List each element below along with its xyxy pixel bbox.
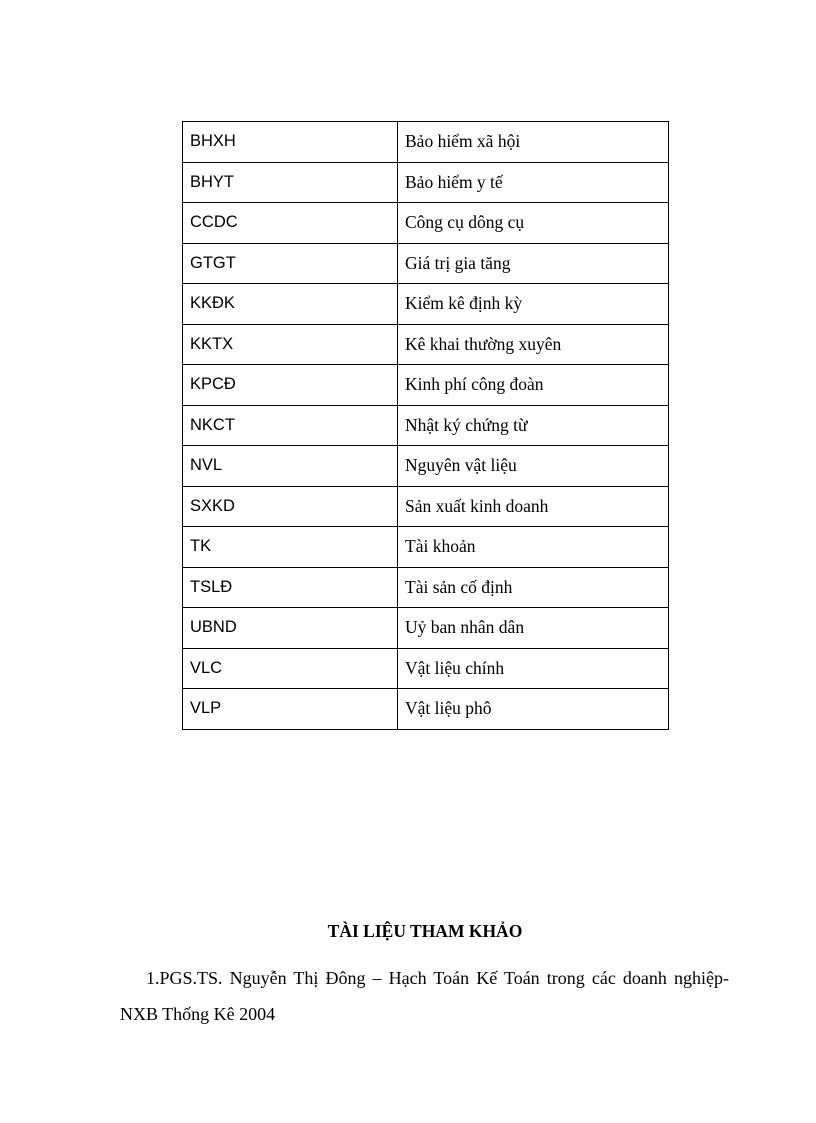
- abbreviation-code: BHYT: [183, 162, 398, 203]
- abbreviation-code: UBND: [183, 608, 398, 649]
- abbreviation-meaning: Nhật ký chứng từ: [398, 405, 669, 446]
- abbreviation-code: KKĐK: [183, 284, 398, 325]
- abbreviation-row: [183, 486, 669, 527]
- abbreviation-row: [183, 284, 669, 325]
- abbreviation-meaning: Uỷ ban nhân dân: [398, 608, 669, 649]
- abbreviation-code: VLC: [183, 648, 398, 689]
- abbreviation-meaning: Bảo hiểm y tế: [398, 162, 669, 203]
- abbreviation-meaning: Nguyên vật liệu: [398, 446, 669, 487]
- abbreviation-code: GTGT: [183, 243, 398, 284]
- abbreviation-code: CCDC: [183, 203, 398, 244]
- abbreviation-code: BHXH: [183, 122, 398, 163]
- abbreviation-code: NVL: [183, 446, 398, 487]
- abbreviation-meaning: Kiểm kê định kỳ: [398, 284, 669, 325]
- abbreviation-code: NKCT: [183, 405, 398, 446]
- abbreviation-code: KKTX: [183, 324, 398, 365]
- abbreviation-row: [183, 405, 669, 446]
- abbreviation-code: KPCĐ: [183, 365, 398, 406]
- abbreviation-row: [183, 122, 669, 163]
- abbreviation-meaning: Tài khoản: [398, 527, 669, 568]
- abbreviation-table-body: [183, 122, 669, 730]
- abbreviation-row: [183, 648, 669, 689]
- abbreviation-meaning: Tài sản cố định: [398, 567, 669, 608]
- abbreviation-meaning: Công cụ dông cụ: [398, 203, 669, 244]
- reference-item: 1.PGS.TS. Nguyễn Thị Đông – Hạch Toán Kế Toán trong các doanh nghiệp- NXB Thống Kê 2004: [120, 968, 729, 1024]
- abbreviation-meaning: Vật liệu chính: [398, 648, 669, 689]
- abbreviation-row: [183, 243, 669, 284]
- abbreviation-row: [183, 203, 669, 244]
- abbreviation-row: [183, 527, 669, 568]
- abbreviation-row: [183, 689, 669, 730]
- abbreviation-row: [183, 446, 669, 487]
- abbreviation-meaning: Kinh phí công đoàn: [398, 365, 669, 406]
- abbreviation-meaning: Kê khai thường xuyên: [398, 324, 669, 365]
- abbreviation-meaning: Giá trị gia tăng: [398, 243, 669, 284]
- abbreviation-row: [183, 324, 669, 365]
- abbreviation-row: [183, 608, 669, 649]
- abbreviation-meaning: Bảo hiểm xã hội: [398, 122, 669, 163]
- abbreviation-table: [182, 121, 669, 730]
- abbreviation-code: SXKD: [183, 486, 398, 527]
- references-title: TÀI LIỆU THAM KHẢO: [327, 921, 523, 941]
- abbreviation-meaning: Sản xuất kinh doanh: [398, 486, 669, 527]
- abbreviation-code: VLP: [183, 689, 398, 730]
- abbreviation-row: [183, 365, 669, 406]
- abbreviation-row: [183, 567, 669, 608]
- abbreviation-row: [183, 162, 669, 203]
- abbreviation-code: TSLĐ: [183, 567, 398, 608]
- abbreviation-meaning: Vật liệu phô: [398, 689, 669, 730]
- abbreviation-code: TK: [183, 527, 398, 568]
